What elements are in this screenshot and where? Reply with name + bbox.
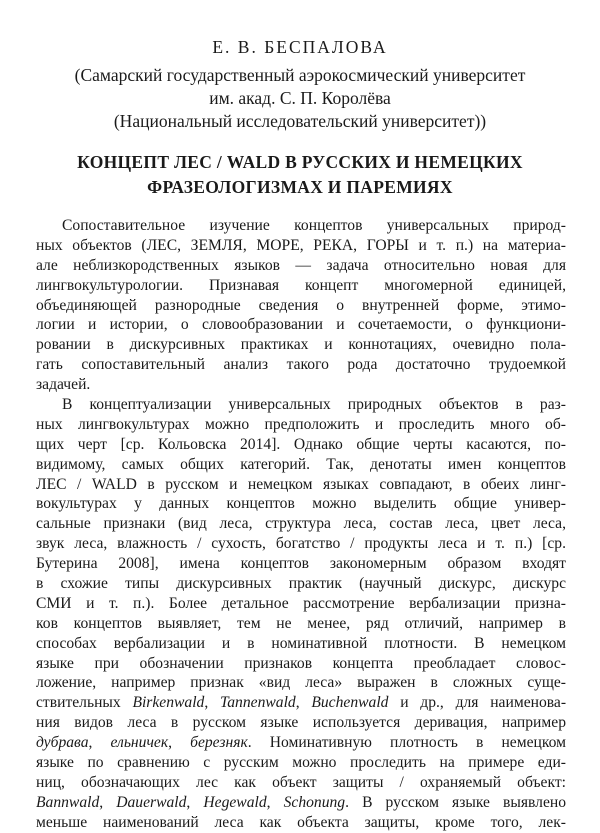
title-line: ФРАЗЕОЛОГИЗМАХ И ПАРЕМИЯХ — [147, 177, 453, 197]
text-line: лингвокультурологии. Признавая концепт многомерной единицей, — [36, 276, 566, 294]
text-line: в схожие типы дискурсивных практик (научный дискурс, дискурс — [36, 575, 566, 593]
article-title — [0, 150, 600, 200]
affiliation-line: (Национальный исследовательский университет)) — [113, 111, 487, 131]
text-line: щих черт [ср. Кольовска 2014]. Однако общие черты касаются, по- — [36, 435, 566, 453]
text-line: ния видов леса в русском языке используется деривация, например — [36, 714, 566, 732]
separator: , — [186, 793, 204, 811]
text-line: Бутерина 2008], имена концептов закономерным образом входят — [36, 555, 566, 573]
title-line: КОНЦЕПТ ЛЕС / WALD В РУССКИХ И НЕМЕЦКИХ — [77, 152, 523, 172]
text-line: СМИ и т. п.). Более детальное рассмотрение вербализации призна- — [36, 594, 566, 612]
text-line: языке при обозначении признаков концепта преобладает словос- — [36, 654, 566, 672]
text-line-with-examples — [36, 693, 566, 713]
example-word: Bannwald — [36, 793, 100, 811]
affiliation-line: им. акад. С. П. Королёва — [209, 88, 391, 108]
text-fragment: . В русском языке выявлено — [345, 793, 567, 811]
separator: , — [168, 734, 191, 752]
example-word: Hegewald — [203, 793, 267, 811]
text-line: гать сопоставительный анализ такого рода достаточно трудоемкой — [36, 356, 566, 374]
text-line: ровании в дискурсивных практиках и коннотациях, очевидно пола- — [36, 336, 566, 354]
text-line: логии и истории, о словообразовании и сочетаемости, о функциони- — [36, 316, 566, 334]
example-word: Schonung — [283, 793, 346, 811]
text-line-with-examples — [36, 733, 566, 753]
text-line: вокультурах у данных концептов можно выделить общие универ- — [36, 495, 566, 513]
text-line: В концептуализации универсальных природных объектов в раз- — [62, 396, 566, 414]
example-word: Birkenwald — [132, 694, 205, 712]
text-fragment: . Номинативную плотность в немецком — [247, 734, 567, 752]
text-line: ных объектов (ЛЕС, ЗЕМЛЯ, МОРЕ, РЕКА, ГОРЫ и т. п.) на материа- — [36, 236, 566, 254]
separator: , — [88, 734, 111, 752]
separator: , — [99, 793, 117, 811]
text-line: звук леса, влажность / сухость, богатство / продукты леса и т. п.) [ср. — [36, 535, 566, 553]
text-line: способах вербализации и в номинативной плотности. В немецком — [36, 634, 566, 652]
example-word: ельничек — [110, 734, 169, 752]
article-body — [36, 216, 566, 833]
text-line: объединяющей разнородные сведения о внутренней форме, этимо- — [36, 296, 566, 314]
text-line: задачей. — [36, 376, 91, 394]
separator: , — [295, 694, 312, 712]
text-line: ных лингвокультурах можно предположить и проследить много об- — [36, 415, 566, 433]
text-line: ЛЕС / WALD в русском и немецком языках совпадают, в обеих линг- — [36, 475, 566, 493]
example-word: Buchenwald — [311, 694, 389, 712]
text-fragment: и др., для наименова- — [388, 694, 567, 712]
example-word: Dauerwald — [116, 793, 187, 811]
paragraph-1 — [36, 216, 566, 395]
separator: , — [266, 793, 284, 811]
text-fragment: ствительных — [36, 694, 133, 712]
example-word: березняк — [190, 734, 248, 752]
example-word: Tannenwald — [220, 694, 296, 712]
separator: , — [204, 694, 221, 712]
text-line: але неблизкородственных языков — задача относительно новая для — [36, 256, 566, 274]
text-line: меньше наименований леса как объекта защиты, кроме того, лек- — [36, 813, 566, 831]
author-name: Е. В. БЕСПАЛОВА — [212, 37, 388, 57]
text-line: Сопоставительное изучение концептов универсальных природ- — [62, 217, 566, 234]
paragraph-2 — [36, 395, 566, 833]
text-line: сальные признаки (вид леса, структура леса, состав леса, цвет леса, — [36, 515, 566, 533]
text-line: ниц, обозначающих лес как объект защиты / охраняемый объект: — [36, 773, 566, 791]
text-line: видимому, самых общих категорий. Так, денотаты имен концептов — [36, 455, 566, 473]
text-line: языке по сравнению с русским можно проследить на примере еди- — [36, 754, 566, 772]
affiliation-line: (Самарский государственный аэрокосмический университет — [74, 65, 526, 85]
example-word: дубрава — [36, 734, 89, 752]
text-line: ков концептов выявляет, тем не менее, ряд отличий, например в — [36, 614, 566, 632]
text-line: ложение, например признак «вид леса» выражен в сложных суще- — [36, 674, 566, 692]
author-affiliation — [0, 64, 600, 133]
